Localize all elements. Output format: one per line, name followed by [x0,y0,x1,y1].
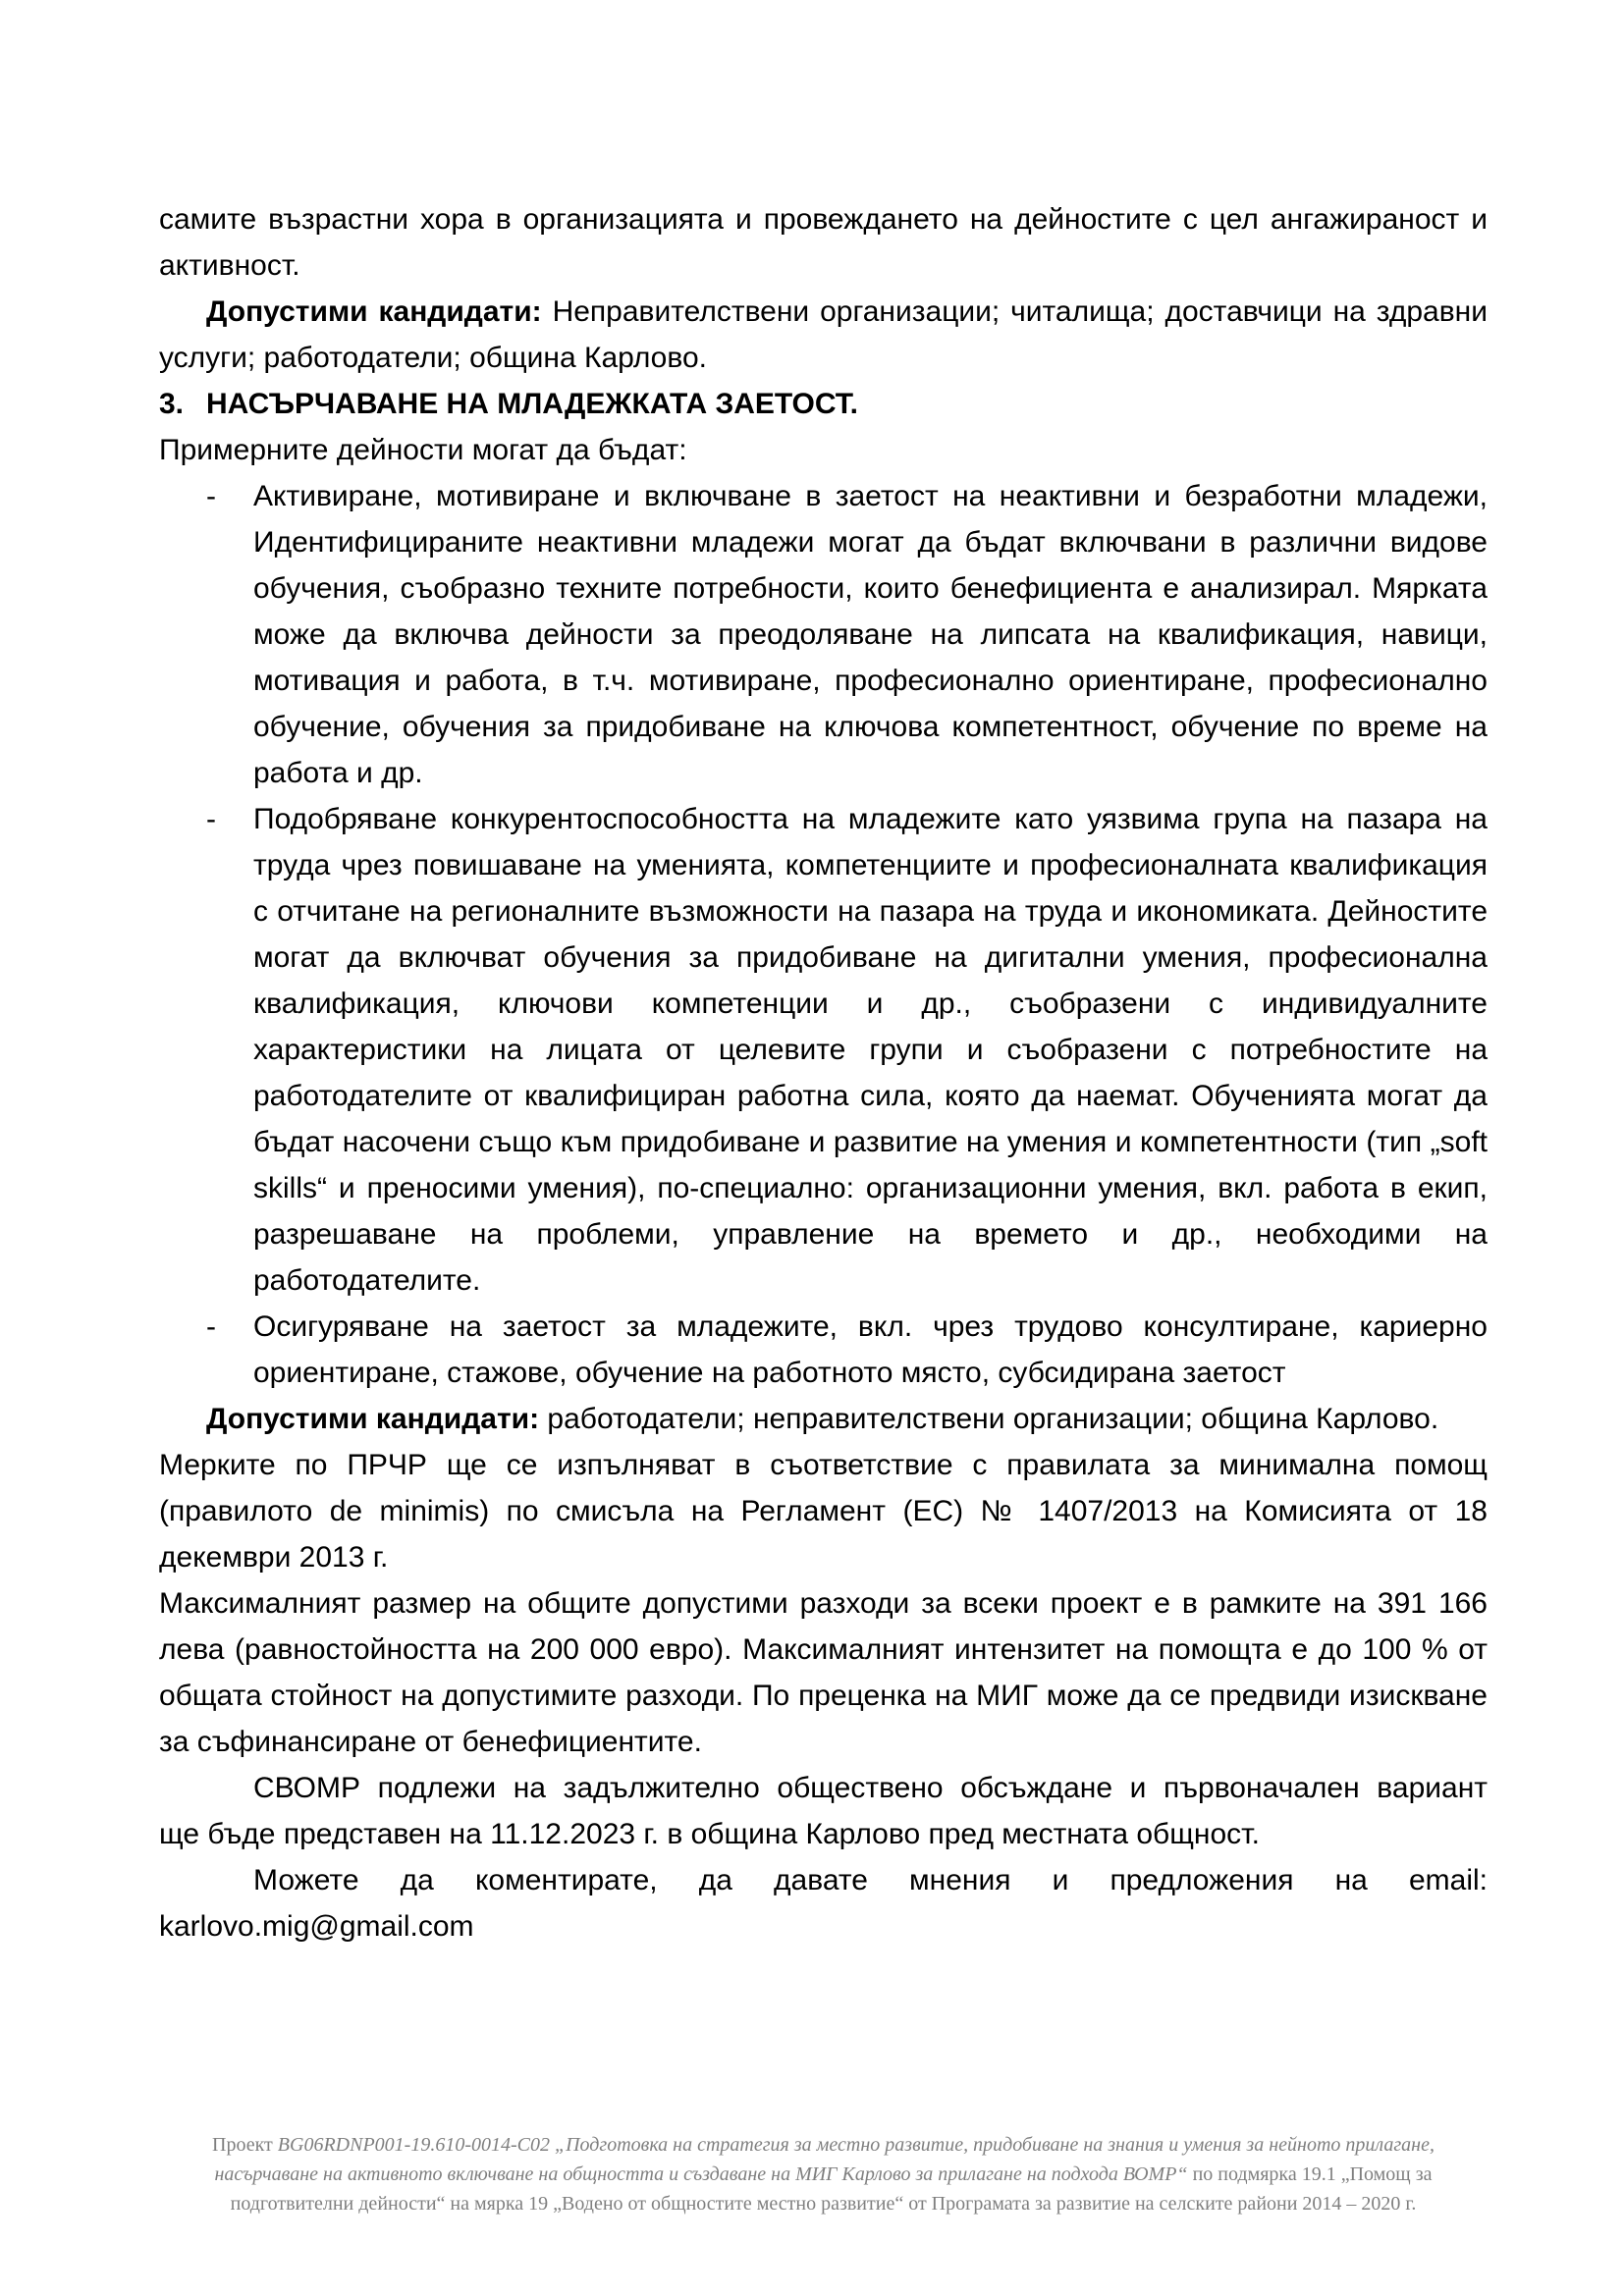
paragraph-eligible-candidates-2 [159,1396,1488,1442]
activities-list [159,473,1488,1396]
footer-project-title: BG06RDNP001-19.610-0014-C02 „Подготовка на стратегия за местно развитие, придобиване на знания и умения за нейното прилагане, насърчаване на активното включване на общността и създаване на МИГ Карлово за прилагане на подхода ВОМР“ [214,2134,1435,2185]
paragraph-budget: Максималният размер на общите допустими разходи за всеки проект е в рамките на 391 166 лева (равностойността на 200 000 евро). Максималният интензитет на помощта е до 100 % от общата стойност на допустимите разходи. По преценка на МИГ може да се предвиди изискване за съфинансиране от бенефициентите. [159,1587,1488,1758]
eligible-candidates-label: Допустими кандидати: [206,1403,540,1435]
footer-suffix: по подмярка 19.1 „Помощ за подготвителни дейности“ на мярка 19 „Водено от общностите местно развитие“ от Програмата за развитие на селските райони 2014 – 2020 г. [230,2163,1433,2215]
section-heading [159,381,1488,427]
paragraph-svomr-line2: ще бъде представен на 11.12.2023 г. в община Карлово пред местната общност. [159,1818,1260,1850]
bullet-dash: - [206,480,216,512]
contact-email: karlovo.mig@gmail.com [159,1910,474,1943]
list-item [159,796,1488,1304]
bullet-dash: - [206,803,216,835]
paragraph-svomr-line1: СВОМР подлежи на задължително обществено обсъждане и първоначален вариант [253,1772,1488,1804]
list-item-text: Осигуряване на заетост за младежите, вкл. чрез трудово консултиране, кариерно ориентиране, стажове, обучение на работното място, субсидирана заетост [253,1310,1488,1389]
eligible-candidates-label: Допустими кандидати: [206,295,542,328]
document-body [159,196,1488,1949]
paragraph-contact-line: Можете да коментирате, да давате мнения и предложения на email: [253,1864,1488,1896]
section-number: 3. [159,388,185,420]
list-item-text: Подобряване конкурентоспособността на младежите като уязвима група на пазара на труда чрез повишаване на уменията, компетенциите и професионалната квалификация с отчитане на регионалните възможности на пазара на труда и икономиката. Дейностите могат да включват обучения за придобиване на дигитални умения, професионална квалификация, ключови компетенции и др., съобразени с индивидуалните характеристики на лицата от целевите групи и съобразени с потребностите на работодателите от квалифициран работна сила, която да наемат. Обученията могат да бъдат насочени също към придобиване и развитие на умения и компетентности (тип „soft skills“ и преносими умения), по-специално: организационни умения, вкл. работа в екип, разрешаване на проблеми, управление на времето и др., необходими на работодателите. [253,803,1488,1297]
footer-prefix: Проект [212,2134,278,2156]
eligible-candidates-text: работодатели; неправителствени организации; община Карлово. [539,1403,1439,1435]
section-title: НАСЪРЧАВАНЕ НА МЛАДЕЖКАТА ЗАЕТОСТ. [206,388,859,420]
page-footer [159,2130,1488,2218]
paragraph-de-minimis: Мерките по ПРЧР ще се изпълняват в съответствие с правилата за минимална помощ (правилото de minimis) по смисъла на Регламент (ЕС) № 1407/2013 на Комисията от 18 декември 2013 г. [159,1449,1488,1574]
paragraph-intro: Примерните дейности могат да бъдат: [159,434,687,466]
eligible-candidates-text: Неправителствени организации; читалища; доставчици на здравни услуги; работодатели; община Карлово. [159,295,1488,374]
paragraph-continuation: самите възрастни хора в организацията и провеждането на дейностите с цел ангажираност и активност. [159,203,1488,282]
list-item [159,1304,1488,1396]
bullet-dash: - [206,1310,216,1343]
paragraph-eligible-candidates-1 [159,289,1488,381]
list-item [159,473,1488,796]
list-item-text: Активиране, мотивиране и включване в заетост на неактивни и безработни младежи, Идентифицираните неактивни младежи могат да бъдат включвани в различни видове обучения, съобразно техните потребности, които бенефициента е анализирал. Мярката може да включва дейности за преодоляване на липсата на квалификация, навици, мотивация и работа, в т.ч. мотивиране, професионално ориентиране, професионално обучение, обучения за придобиване на ключова компетентност, обучение по време на работа и др. [253,480,1488,789]
